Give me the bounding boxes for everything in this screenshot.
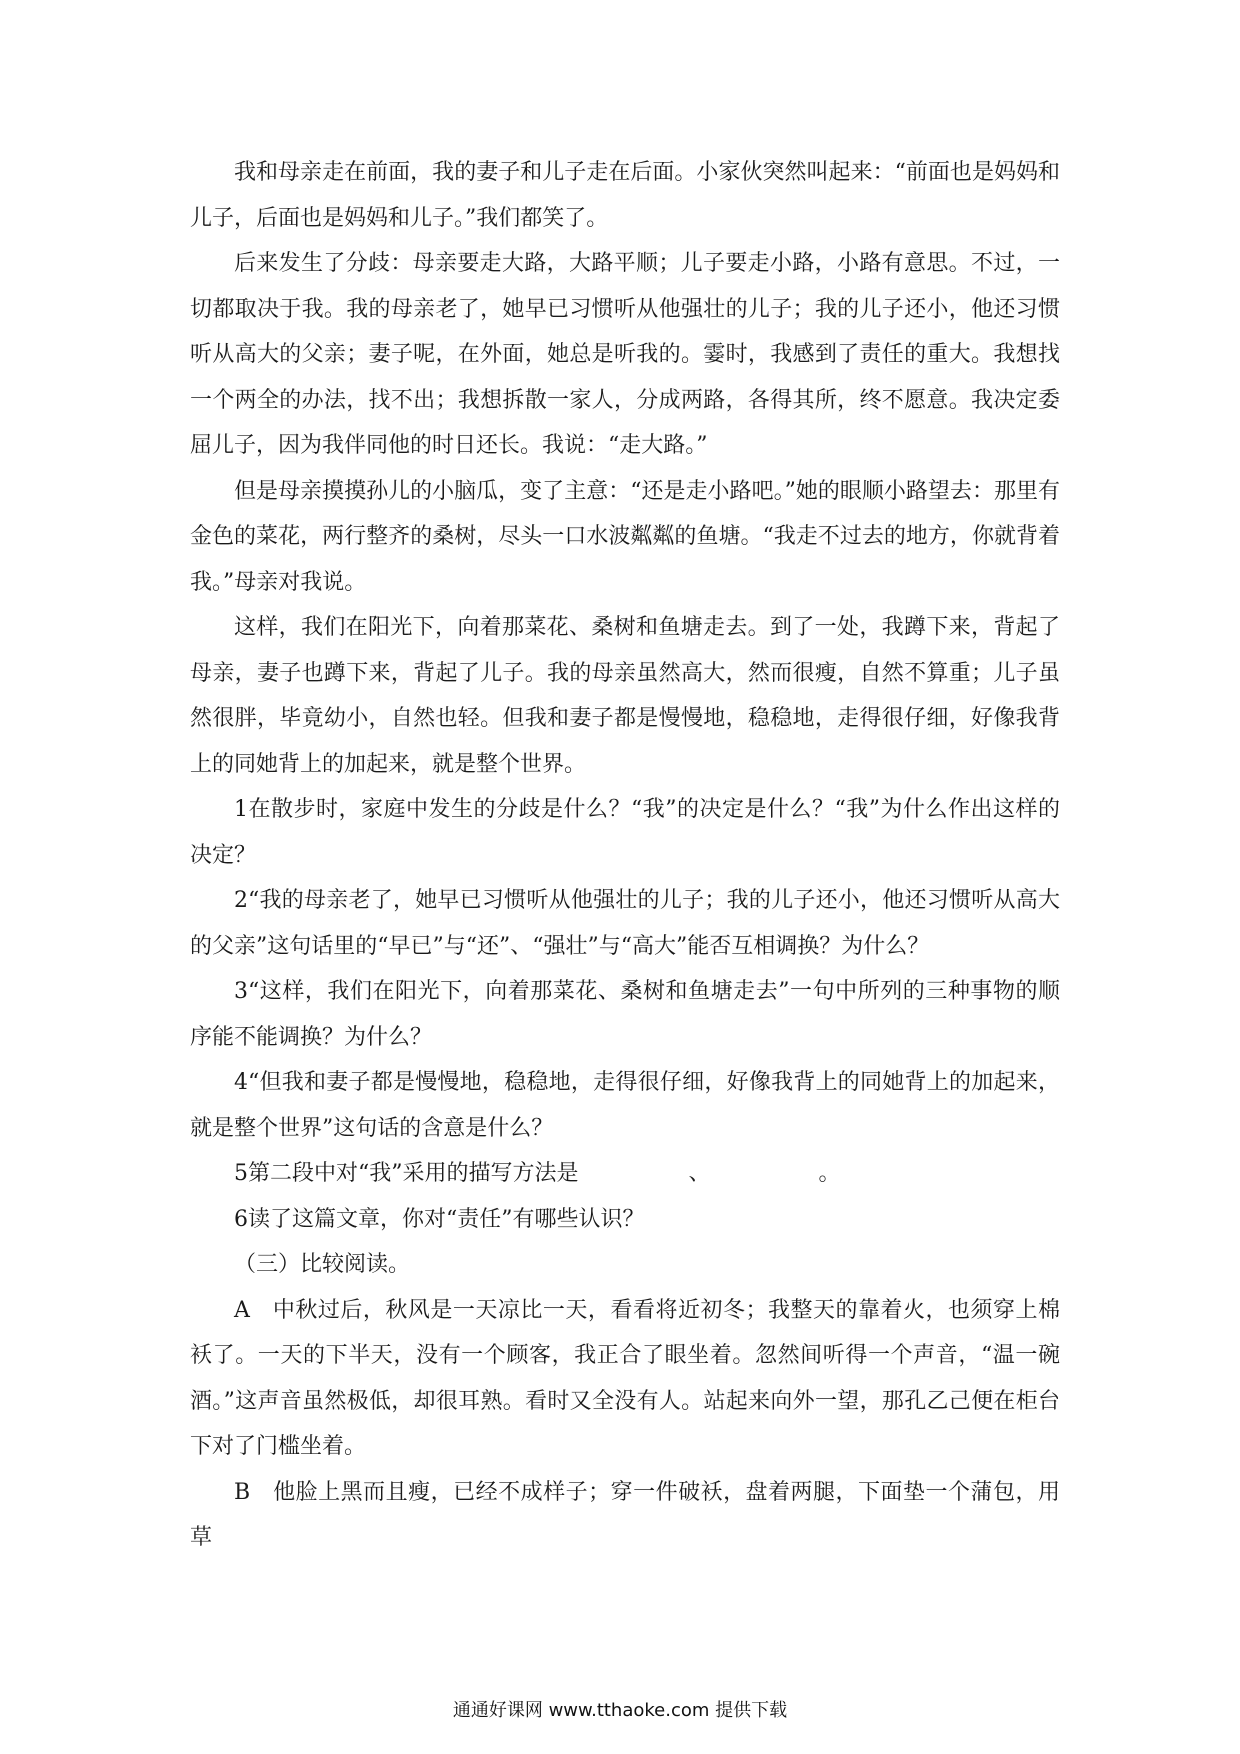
passage-paragraph-1: 我和母亲走在前面，我的妻子和儿子走在后面。小家伙突然叫起来：“前面也是妈妈和儿子，后面也是妈妈和儿子。”我们都笑了。 (190, 160, 1060, 231)
question-5-separator: 、 (688, 1161, 711, 1186)
passage-paragraph-2: 后来发生了分歧：母亲要走大路，大路平顺；儿子要走小路，小路有意思。不过，一切都取决于我。我的母亲老了，她早已习惯听从他强壮的儿子；我的儿子还小，他还习惯听从高大的父亲；妻子呢，在外面，她总是听我的。霎时，我感到了责任的重大。我想找一个两全的办法，找不出；我想拆散一家人，分成两路，各得其所，终不愿意。我决定委屈儿子，因为我伴同他的时日还长。我说：“走大路。” (190, 251, 1060, 458)
question-5-end: 。 (818, 1161, 841, 1186)
passage-paragraph-4: 这样，我们在阳光下，向着那菜花、桑树和鱼塘走去。到了一处，我蹲下来，背起了母亲，妻子也蹲下来，背起了儿子。我的母亲虽然高大，然而很瘦，自然不算重；儿子虽然很胖，毕竟幼小，自然也轻。但我和妻子都是慢慢地，稳稳地，走得很仔细，好像我背上的同她背上的加起来，就是整个世界。 (190, 615, 1060, 777)
excerpt-b: B 他脸上黑而且瘦，已经不成样子；穿一件破袄，盘着两腿，下面垫一个蒲包，用草 (190, 1479, 1060, 1550)
passage-paragraph-3: 但是母亲摸摸孙儿的小脑瓜，变了主意：“还是走小路吧。”她的眼顺小路望去：那里有金色的菜花，两行整齐的桑树，尽头一口水波粼粼的鱼塘。“我走不过去的地方，你就背着我。”母亲对我说。 (190, 478, 1060, 595)
excerpt-a: A 中秋过后，秋风是一天凉比一天，看看将近初冬；我整天的靠着火，也须穿上棉袄了。一天的下半天，没有一个顾客，我正合了眼坐着。忽然间听得一个声音，“温一碗酒。”这声音虽然极低，却很耳熟。看时又全没有人。站起来向外一望，那孔乙己便在柜台下对了门槛坐着。 (190, 1297, 1060, 1459)
question-1: 1在散步时，家庭中发生的分歧是什么？“我”的决定是什么？“我”为什么作出这样的决定？ (190, 797, 1060, 868)
question-4: 4“但我和妻子都是慢慢地，稳稳地，走得很仔细，好像我背上的同她背上的加起来，就是整个世界”这句话的含意是什么？ (190, 1070, 1060, 1141)
page-footer: 通通好课网 www.tthaoke.com 提供下载 (452, 1700, 788, 1721)
question-2: 2“我的母亲老了，她早已习惯听从他强壮的儿子；我的儿子还小，他还习惯听从高大的父亲”这句话里的“早已”与“还”、“强壮”与“高大”能否互相调换？为什么？ (190, 888, 1060, 959)
document-body (190, 150, 1060, 1561)
section-heading: （三）比较阅读。 (234, 1252, 411, 1277)
question-5 (190, 1151, 1060, 1197)
question-5-prompt: 5第二段中对“我”采用的描写方法是 (234, 1161, 579, 1186)
question-3: 3“这样，我们在阳光下，向着那菜花、桑树和鱼塘走去”一句中所列的三种事物的顺序能不能调换？为什么？ (190, 979, 1060, 1050)
question-6: 6读了这篇文章，你对“责任”有哪些认识？ (234, 1206, 645, 1232)
